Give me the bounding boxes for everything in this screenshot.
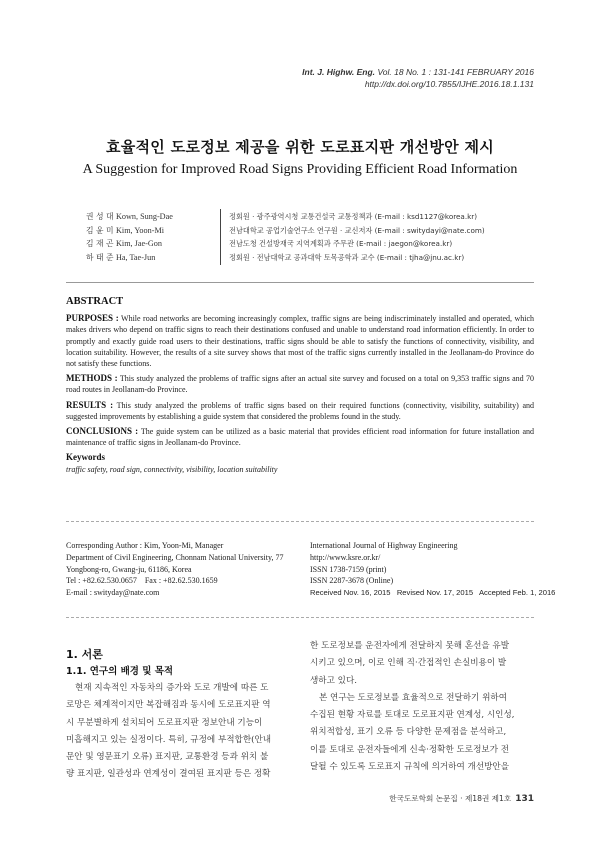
author-name-en: Ha, Tae-Jun: [116, 252, 156, 262]
journal-name: Int. J. Highw. Eng.: [302, 67, 376, 77]
body-line: 이를 토대로 운전자들에게 신속·정확한 도로정보가 전: [310, 744, 510, 755]
results-text: This study analyzed the problems of traffic signs based on their required functions (connectivity, visibility, suitability) and suggested improvements by establishing a guide system that considered the problems found in the study.: [66, 400, 535, 421]
author-name-ko: 권 성 대: [86, 212, 114, 221]
section-heading: 1. 서론: [66, 648, 103, 661]
abstract-methods: [66, 373, 534, 395]
abstract-results: [66, 400, 534, 422]
author-affiliation: 정회원 · 광주광역시청 교통건설국 교통정책과 (E-mail : ksd1127@korea.kr): [229, 212, 478, 221]
body-line: 생하고 있다.: [310, 675, 357, 686]
author-divider: [220, 209, 221, 265]
corr-line: Tel : +82.62.530.0657 Fax : +82.62.530.1659: [66, 576, 218, 586]
body-line: 시 무분별하게 설치되어 도로표지판 정보안내 기능이: [66, 717, 263, 728]
abstract-heading: ABSTRACT: [66, 296, 124, 307]
journal-info-line: International Journal of Highway Engineering: [310, 541, 458, 550]
journal-issue: Vol. 18 No. 1 : 131-141 FEBRUARY 2016: [377, 67, 534, 77]
corr-line: Department of Civil Engineering, Chonnam National University, 77: [66, 552, 284, 562]
methods-label: METHODS :: [66, 373, 118, 384]
purposes-text: While road networks are becoming increasingly complex, traffic signs are being indiscriminately installed and operated, which makes drivers who depend on traffic signs to reach their destinations confused and unable to understand road information efficiently. In order to promptly and exactly guide road users to their destinations, traffic signs should be able to satisfy the functions of connectivity, visibility, and location suitability. However, the results of a site survey shows that most of the traffic signs currently installed in the Jeollanam-do Province do not satisfy these functions.: [66, 314, 534, 369]
keywords-heading: Keywords: [66, 452, 105, 463]
abstract: [66, 296, 534, 475]
author-affiliation: 정회원 · 전남대학교 공과대학 토목공학과 교수 (E-mail : tjha@jnu.ac.kr): [229, 252, 465, 262]
author-affiliation: 전남대학교 공업기술연구소 연구원 · 교신저자 (E-mail : switydayi@nate.com): [229, 225, 485, 235]
body-line: 량 표지판, 일관성과 연계성이 결여된 표지판 등은 정확: [66, 769, 271, 780]
author-name-ko: 하 태 준: [86, 252, 114, 262]
results-label: RESULTS :: [66, 399, 114, 410]
purposes-label: PURPOSES :: [66, 313, 119, 324]
page-number: 131: [515, 794, 534, 804]
page-footer: [389, 793, 534, 804]
author-name-ko: 김 윤 미: [86, 225, 114, 235]
submission-dates: Received Nov. 16, 2015 Revised Nov. 17, 2015 Accepted Feb. 1, 2016: [310, 588, 556, 598]
abstract-purposes: [66, 313, 534, 369]
journal-info-line: ISSN 1738-7159 (print): [310, 564, 387, 574]
journal-info-line: ISSN 2287-3678 (Online): [310, 576, 394, 586]
abstract-top-rule: [66, 282, 534, 283]
author-name-en: Kim, Yoon-Mi: [116, 225, 164, 235]
body-line: 로망은 체계적이지만 복잡해짐과 동시에 도로표지판 역: [66, 700, 271, 711]
author-row: [86, 251, 485, 265]
author-row: [86, 210, 485, 224]
body-line: 문안 및 영문표기 오류) 표지판, 교통환경 등과 위치 불: [66, 752, 269, 763]
methods-text: This study analyzed the problems of traffic signs after an actual site survey and focused on a total on 9,353 traffic signs and 70 road routes in Jeollanam-do Province.: [66, 374, 535, 395]
journal-doi: http://dx.doi.org/10.7855/IJHE.2016.18.1.131: [364, 79, 534, 89]
title-english: A Suggestion for Improved Road Signs Providing Efficient Road Information: [82, 162, 518, 177]
subsection-heading: 1.1. 연구의 배경 및 목적: [66, 666, 174, 677]
title-korean: 효율적인 도로정보 제공을 위한 도로표지판 개선방안 제시: [105, 138, 495, 156]
body-line: 시키고 있으며, 이로 인해 직·간접적인 손실비용이 발: [310, 658, 507, 669]
body-line: 한 도로정보를 운전자에게 전달하지 못해 혼선을 유발: [310, 641, 510, 651]
author-name-en: Kown, Sung-Dae: [116, 212, 173, 221]
journal-info-block: [310, 540, 555, 599]
body-top-rule: [66, 617, 534, 618]
corr-line: E-mail : swityday@nate.com: [66, 588, 160, 598]
body-line: 위치적합성, 표기 오류 등 다양한 문제점을 분석하고,: [310, 727, 507, 738]
author-list: [86, 210, 485, 264]
body-line: 달될 수 있도록 도로표지 규칙에 의거하여 개선방안을: [310, 762, 510, 773]
corr-line: Corresponding Author : Kim, Yoon-Mi, Manager: [66, 541, 224, 550]
author-name-ko: 김 재 곤: [86, 239, 114, 249]
body-line: 미흡해지고 있는 실정이다. 특히, 규정에 부적합한(안내: [66, 734, 272, 745]
body-column-left: [66, 680, 291, 784]
author-affiliation: 전남도청 건설방재국 지역계획과 주무관 (E-mail : jaegon@korea.kr): [229, 239, 453, 249]
footer-journal: 한국도로학회 논문집 · 제18권 제1호: [389, 794, 512, 803]
correspondence-block: [66, 540, 283, 599]
abstract-conclusions: [66, 426, 534, 448]
keywords-text: traffic safety, road sign, connectivity, visibility, location suitability: [66, 464, 278, 474]
body-column-right: [310, 638, 535, 776]
conclusions-label: CONCLUSIONS :: [66, 426, 139, 437]
journal-info-line: http://www.ksre.or.kr/: [310, 552, 381, 562]
author-row: [86, 224, 485, 238]
body-line: 수집된 현황 자료를 토대로 도로표지판 연계성, 시인성,: [310, 710, 515, 721]
journal-header: [302, 66, 534, 90]
abstract-bottom-rule: [66, 521, 534, 522]
corr-line: Yongbong-ro, Gwang-ju, 61186, Korea: [66, 564, 192, 574]
body-line: 본 연구는 도로정보를 효율적으로 전달하기 위하여: [319, 692, 507, 703]
body-line: 현재 지속적인 자동차의 증가와 도로 개발에 따른 도: [75, 683, 269, 693]
author-name-en: Kim, Jae-Gon: [116, 239, 162, 249]
author-row: [86, 237, 485, 251]
conclusions-text: The guide system can be utilized as a basic material that provides efficient road information for future installation and maintenance of traffic signs in Jeollanam-do Province.: [66, 427, 535, 448]
